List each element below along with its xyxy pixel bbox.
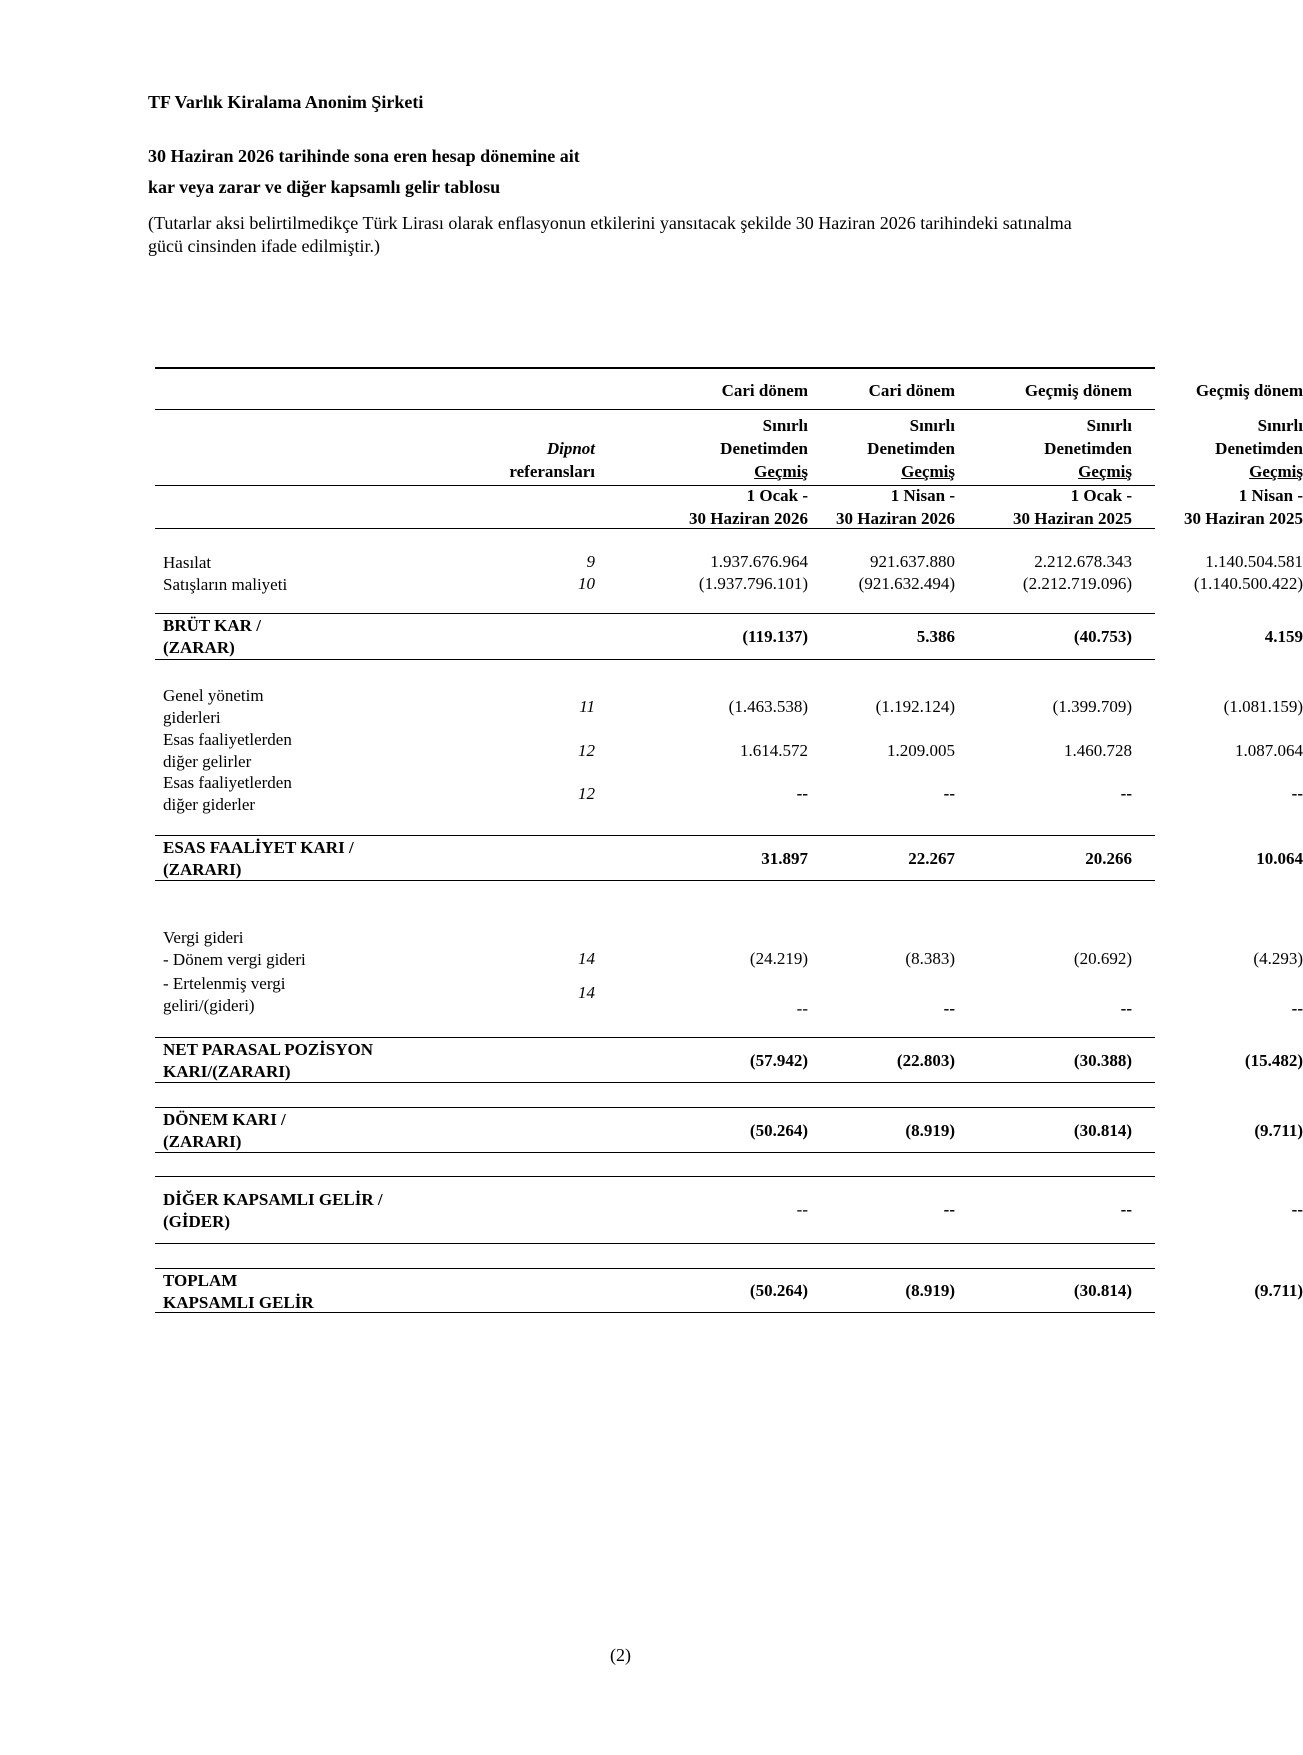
table-cell: 31.897 bbox=[761, 849, 808, 868]
table-cell: (57.942) bbox=[749, 1051, 808, 1070]
dipnot-ref: 11 bbox=[579, 697, 595, 716]
row-rule bbox=[155, 1312, 1155, 1313]
table-cell: 1.460.728 bbox=[1064, 741, 1132, 760]
dipnot-ref: 14 bbox=[578, 983, 595, 1002]
table-cell: (30.814) bbox=[1073, 1281, 1132, 1300]
row-label: NET PARASAL POZİSYON KARI/(ZARARI) bbox=[163, 1040, 374, 1081]
row-label: Vergi gideri bbox=[163, 928, 244, 947]
audit-status-header: Sınırlı Denetimden Geçmiş bbox=[720, 416, 808, 481]
table-cell: (30.388) bbox=[1073, 1051, 1132, 1070]
statement-title-line1: 30 Haziran 2026 tarihinde sona eren hesap dönemine ait bbox=[148, 146, 580, 166]
table-cell: -- bbox=[1120, 784, 1132, 803]
table-cell: 1.937.676.964 bbox=[710, 552, 808, 571]
table-top-rule bbox=[155, 367, 1155, 369]
dipnot-ref: 9 bbox=[586, 552, 595, 571]
row-rule bbox=[155, 613, 1155, 614]
table-cell: (8.919) bbox=[905, 1121, 955, 1140]
table-cell: -- bbox=[943, 999, 955, 1018]
dipnot-header: referansları bbox=[509, 462, 595, 481]
table-cell: -- bbox=[1291, 1200, 1303, 1219]
row-rule bbox=[155, 659, 1155, 660]
dipnot-ref: 12 bbox=[578, 741, 595, 760]
row-label: - Dönem vergi gideri bbox=[163, 950, 306, 969]
table-cell: (1.140.500.422) bbox=[1193, 574, 1303, 593]
table-cell: (921.632.494) bbox=[858, 574, 955, 593]
row-label: Esas faaliyetlerden diğer gelirler bbox=[163, 730, 292, 771]
row-label: Hasılat bbox=[163, 553, 212, 572]
table-cell: (1.399.709) bbox=[1052, 697, 1132, 716]
date-range-header: 1 Ocak - 30 Haziran 2025 bbox=[1013, 486, 1132, 528]
company-name: TF Varlık Kiralama Anonim Şirketi bbox=[148, 92, 424, 112]
table-cell: (4.293) bbox=[1253, 949, 1303, 968]
row-label: Genel yönetim giderleri bbox=[163, 686, 264, 727]
table-cell: (50.264) bbox=[749, 1281, 808, 1300]
dipnot-header: Dipnot bbox=[546, 439, 595, 458]
table-cell: 22.267 bbox=[908, 849, 955, 868]
row-rule bbox=[155, 880, 1155, 881]
table-cell: 1.209.005 bbox=[887, 741, 955, 760]
table-cell: -- bbox=[1291, 784, 1303, 803]
table-cell: -- bbox=[796, 1200, 808, 1219]
table-cell: (50.264) bbox=[749, 1121, 808, 1140]
period-header: Cari dönem bbox=[868, 381, 955, 400]
table-cell: (8.383) bbox=[905, 949, 955, 968]
row-label: - Ertelenmiş vergi geliri/(gideri) bbox=[163, 974, 286, 1015]
table-cell: -- bbox=[1120, 999, 1132, 1018]
page-number: (2) bbox=[610, 1645, 631, 1665]
table-cell: (2.212.719.096) bbox=[1022, 574, 1132, 593]
date-range-header: 1 Ocak - 30 Haziran 2026 bbox=[689, 486, 808, 528]
row-rule bbox=[155, 1243, 1155, 1244]
period-header: Geçmiş dönem bbox=[1195, 381, 1303, 400]
dipnot-ref: 12 bbox=[578, 784, 595, 803]
row-rule bbox=[155, 1082, 1155, 1083]
table-cell: (8.919) bbox=[905, 1281, 955, 1300]
table-cell: (40.753) bbox=[1073, 627, 1132, 646]
audit-status-header: Sınırlı Denetimden Geçmiş bbox=[1044, 416, 1132, 481]
table-cell: 1.140.504.581 bbox=[1205, 552, 1303, 571]
row-label: TOPLAM KAPSAMLI GELİR bbox=[163, 1271, 314, 1312]
row-label: Esas faaliyetlerden diğer giderler bbox=[163, 773, 292, 814]
header-rule bbox=[155, 409, 1155, 410]
table-cell: 5.386 bbox=[916, 627, 955, 646]
audit-status-header: Sınırlı Denetimden Geçmiş bbox=[1215, 416, 1303, 481]
row-label: DÖNEM KARI / (ZARARI) bbox=[163, 1110, 286, 1151]
table-cell: (22.803) bbox=[896, 1051, 955, 1070]
table-cell: 2.212.678.343 bbox=[1034, 552, 1132, 571]
row-label: Satışların maliyeti bbox=[163, 575, 288, 594]
table-cell: (24.219) bbox=[749, 949, 808, 968]
table-cell: (15.482) bbox=[1244, 1051, 1303, 1070]
table-cell: (9.711) bbox=[1254, 1281, 1303, 1300]
table-cell: 1.087.064 bbox=[1235, 741, 1303, 760]
row-rule bbox=[155, 1176, 1155, 1177]
table-cell: (1.081.159) bbox=[1223, 697, 1303, 716]
table-cell: 10.064 bbox=[1256, 849, 1303, 868]
row-rule bbox=[155, 1107, 1155, 1108]
table-cell: -- bbox=[943, 1200, 955, 1219]
table-cell: (30.814) bbox=[1073, 1121, 1132, 1140]
row-rule bbox=[155, 1152, 1155, 1153]
table-cell: (20.692) bbox=[1073, 949, 1132, 968]
row-rule bbox=[155, 1037, 1155, 1038]
date-range-header: 1 Nisan - 30 Haziran 2026 bbox=[836, 486, 955, 528]
row-rule bbox=[155, 835, 1155, 836]
statement-title-line2: kar veya zarar ve diğer kapsamlı gelir tablosu bbox=[148, 177, 501, 197]
table-cell: -- bbox=[1291, 999, 1303, 1018]
dipnot-ref: 14 bbox=[578, 949, 595, 968]
table-cell: (9.711) bbox=[1254, 1121, 1303, 1140]
table-cell: 1.614.572 bbox=[740, 741, 808, 760]
date-range-header: 1 Nisan - 30 Haziran 2025 bbox=[1184, 486, 1303, 528]
currency-note: (Tutarlar aksi belirtilmedikçe Türk Lirası olarak enflasyonun etkilerini yansıtacak şekilde 30 Haziran 2026 tarihindeki satınalma gücü cinsinden ifade edilmiştir.) bbox=[148, 213, 1072, 256]
row-rule bbox=[155, 1268, 1155, 1269]
row-label: ESAS FAALİYET KARI / (ZARARI) bbox=[163, 838, 354, 879]
audit-status-header: Sınırlı Denetimden Geçmiş bbox=[867, 416, 955, 481]
row-label: DİĞER KAPSAMLI GELİR / (GİDER) bbox=[163, 1190, 383, 1231]
table-cell: (1.463.538) bbox=[728, 697, 808, 716]
table-cell: 4.159 bbox=[1264, 627, 1303, 646]
period-header: Cari dönem bbox=[721, 381, 808, 400]
period-header: Geçmiş dönem bbox=[1024, 381, 1132, 400]
row-label: BRÜT KAR / (ZARAR) bbox=[163, 616, 261, 657]
table-cell: (1.192.124) bbox=[875, 697, 955, 716]
table-cell: -- bbox=[943, 784, 955, 803]
table-cell: -- bbox=[1120, 1200, 1132, 1219]
table-cell: (119.137) bbox=[742, 627, 808, 646]
table-cell: 20.266 bbox=[1085, 849, 1132, 868]
table-cell: 921.637.880 bbox=[870, 552, 955, 571]
table-cell: -- bbox=[796, 999, 808, 1018]
table-cell: -- bbox=[796, 784, 808, 803]
table-cell: (1.937.796.101) bbox=[698, 574, 808, 593]
dipnot-ref: 10 bbox=[578, 574, 595, 593]
